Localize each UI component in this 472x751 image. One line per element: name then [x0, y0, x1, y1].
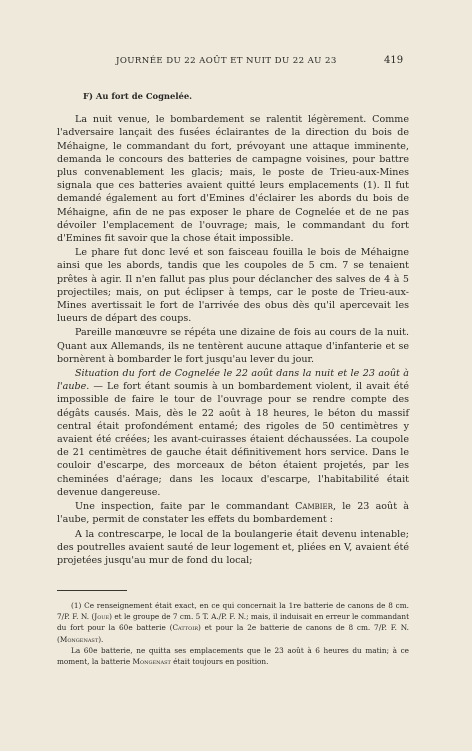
footnote-2-part-a: La 60e batterie, ne quitta ses emplacements que le 23 août à 6 heures du matin; à ce moment, la batterie: [57, 645, 409, 667]
page-number: 419: [384, 55, 404, 66]
paragraph-inspection: [57, 500, 409, 526]
situation-lead: Situation du fort de Cognelée le 22 août dans la nuit et le 23 août à l'aube.: [57, 368, 409, 393]
paragraph-searchlight: Le phare fut donc levé et son faisceau fouilla le bois de Méhaigne ainsi que les abords, tandis que les coupoles de 5 cm. 7 se tenaient prêtes à agir. Il n'en fallut pas plus pour déclancher des salves de 4 à 5 projectiles; mais, on put éclipser à temps, car le poste de Trieu-aux-Mines avertissait le fort de l'arrivée des obus dès qu'il apercevait les lueurs de départ des coups.: [57, 247, 409, 325]
footnote-1-part-d: ).: [98, 634, 104, 644]
paragraph-contrescarpe: A la contrescarpe, le local de la boulangerie était devenu intenable; des poutrelles avaient sauté de leur logement et, pliées en V, avaient été projetées jusqu'au mur de fond du local;: [57, 528, 409, 566]
paragraph-repeat: Pareille manœuvre se répéta une dizaine de fois au cours de la nuit. Quant aux Allemands, ils ne tentèrent aucune attaque d'infanterie et se bornèrent à bombarder le fort jusqu'au lever du jour.: [57, 327, 409, 365]
name-mongenast: Mongenast: [59, 634, 99, 644]
page-header: [0, 56, 472, 72]
situation-text: — Le fort étant soumis à un bombardement violent, il avait été impossible de faire le tour de l'ouvrage pour se rendre compte des dégâts causés. Mais, dès le 22 août à 18 heures, le béton du massif central était profondément entamé; des rigoles de 50 centimètres y avaient été créées; les avant-cuirasses étaient déchaussées. La coupole de 21 centimètres de gauche était définitivement hors service. Dans le couloir d'escarpe, des morceaux de béton étaient projetés, par les cheminées d'aérage; dans les locaux d'escarpe, l'habitabilité était devenue dangereuse.: [57, 381, 409, 498]
paragraph-situation: [57, 367, 409, 499]
footnote-2-part-b: était toujours en position.: [170, 657, 269, 667]
inspection-text-before: Une inspection, faite par le commandant: [75, 501, 296, 513]
footnote-1-continued: [57, 645, 409, 667]
running-head: JOURNÉE DU 22 AOÛT ET NUIT DU 22 AU 23: [116, 56, 337, 66]
paragraph-night: La nuit venue, le bombardement se ralentit légèrement. Comme l'adversaire lançait des fusées éclairantes de la direction du bois de Méhaigne, le commandant du fort, prévoyant une attaque imminente, demanda le concours des batteries de campagne voisines, pour battre plus convenablement les glacis; mais, le poste de Trieu-aux-Mines signala que ces batteries avaient quitté leurs emplacements (1). Il fut demandé également au fort d'Emines d'éclairer les abords du bois de Méhaigne, afin de ne pas exposer le phare de Cognelée et de ne pas dévoiler l'emplacement de l'ouvrage; mais, le commandant du fort d'Emines fit savoir que la chose était impossible.: [57, 114, 409, 245]
footnotes: [57, 600, 409, 667]
footnote-1-part-a: (1) Ce renseignement était exact, en ce qui concernait la 1re batterie de canons de 8 cm. 7/P. F. N. (: [57, 601, 409, 622]
commander-name: Cambier: [295, 501, 333, 513]
name-mongenast-2: Mongenast: [132, 657, 171, 667]
footnote-1-part-c: ) et pour la 2e batterie de canons de 8 cm. 7/P. F. N. (: [57, 623, 409, 644]
section-heading: F) Au fort de Cognelée.: [83, 91, 193, 101]
name-joue: Joue: [94, 612, 110, 622]
inspection-text-after: , le 23 août à l'aube, permit de constater les effets du bombardement :: [57, 501, 409, 526]
footnote-1-part-b: ) et le groupe de 7 cm. 5 T. A./P. F. N.; mais, il induisait en erreur le commandant du fort pour la 60e batterie (: [57, 612, 409, 633]
footnote-1: [57, 600, 409, 645]
name-cattoir: Cattoir: [172, 623, 198, 633]
footnote-rule: [57, 590, 127, 591]
main-text: [57, 90, 409, 567]
